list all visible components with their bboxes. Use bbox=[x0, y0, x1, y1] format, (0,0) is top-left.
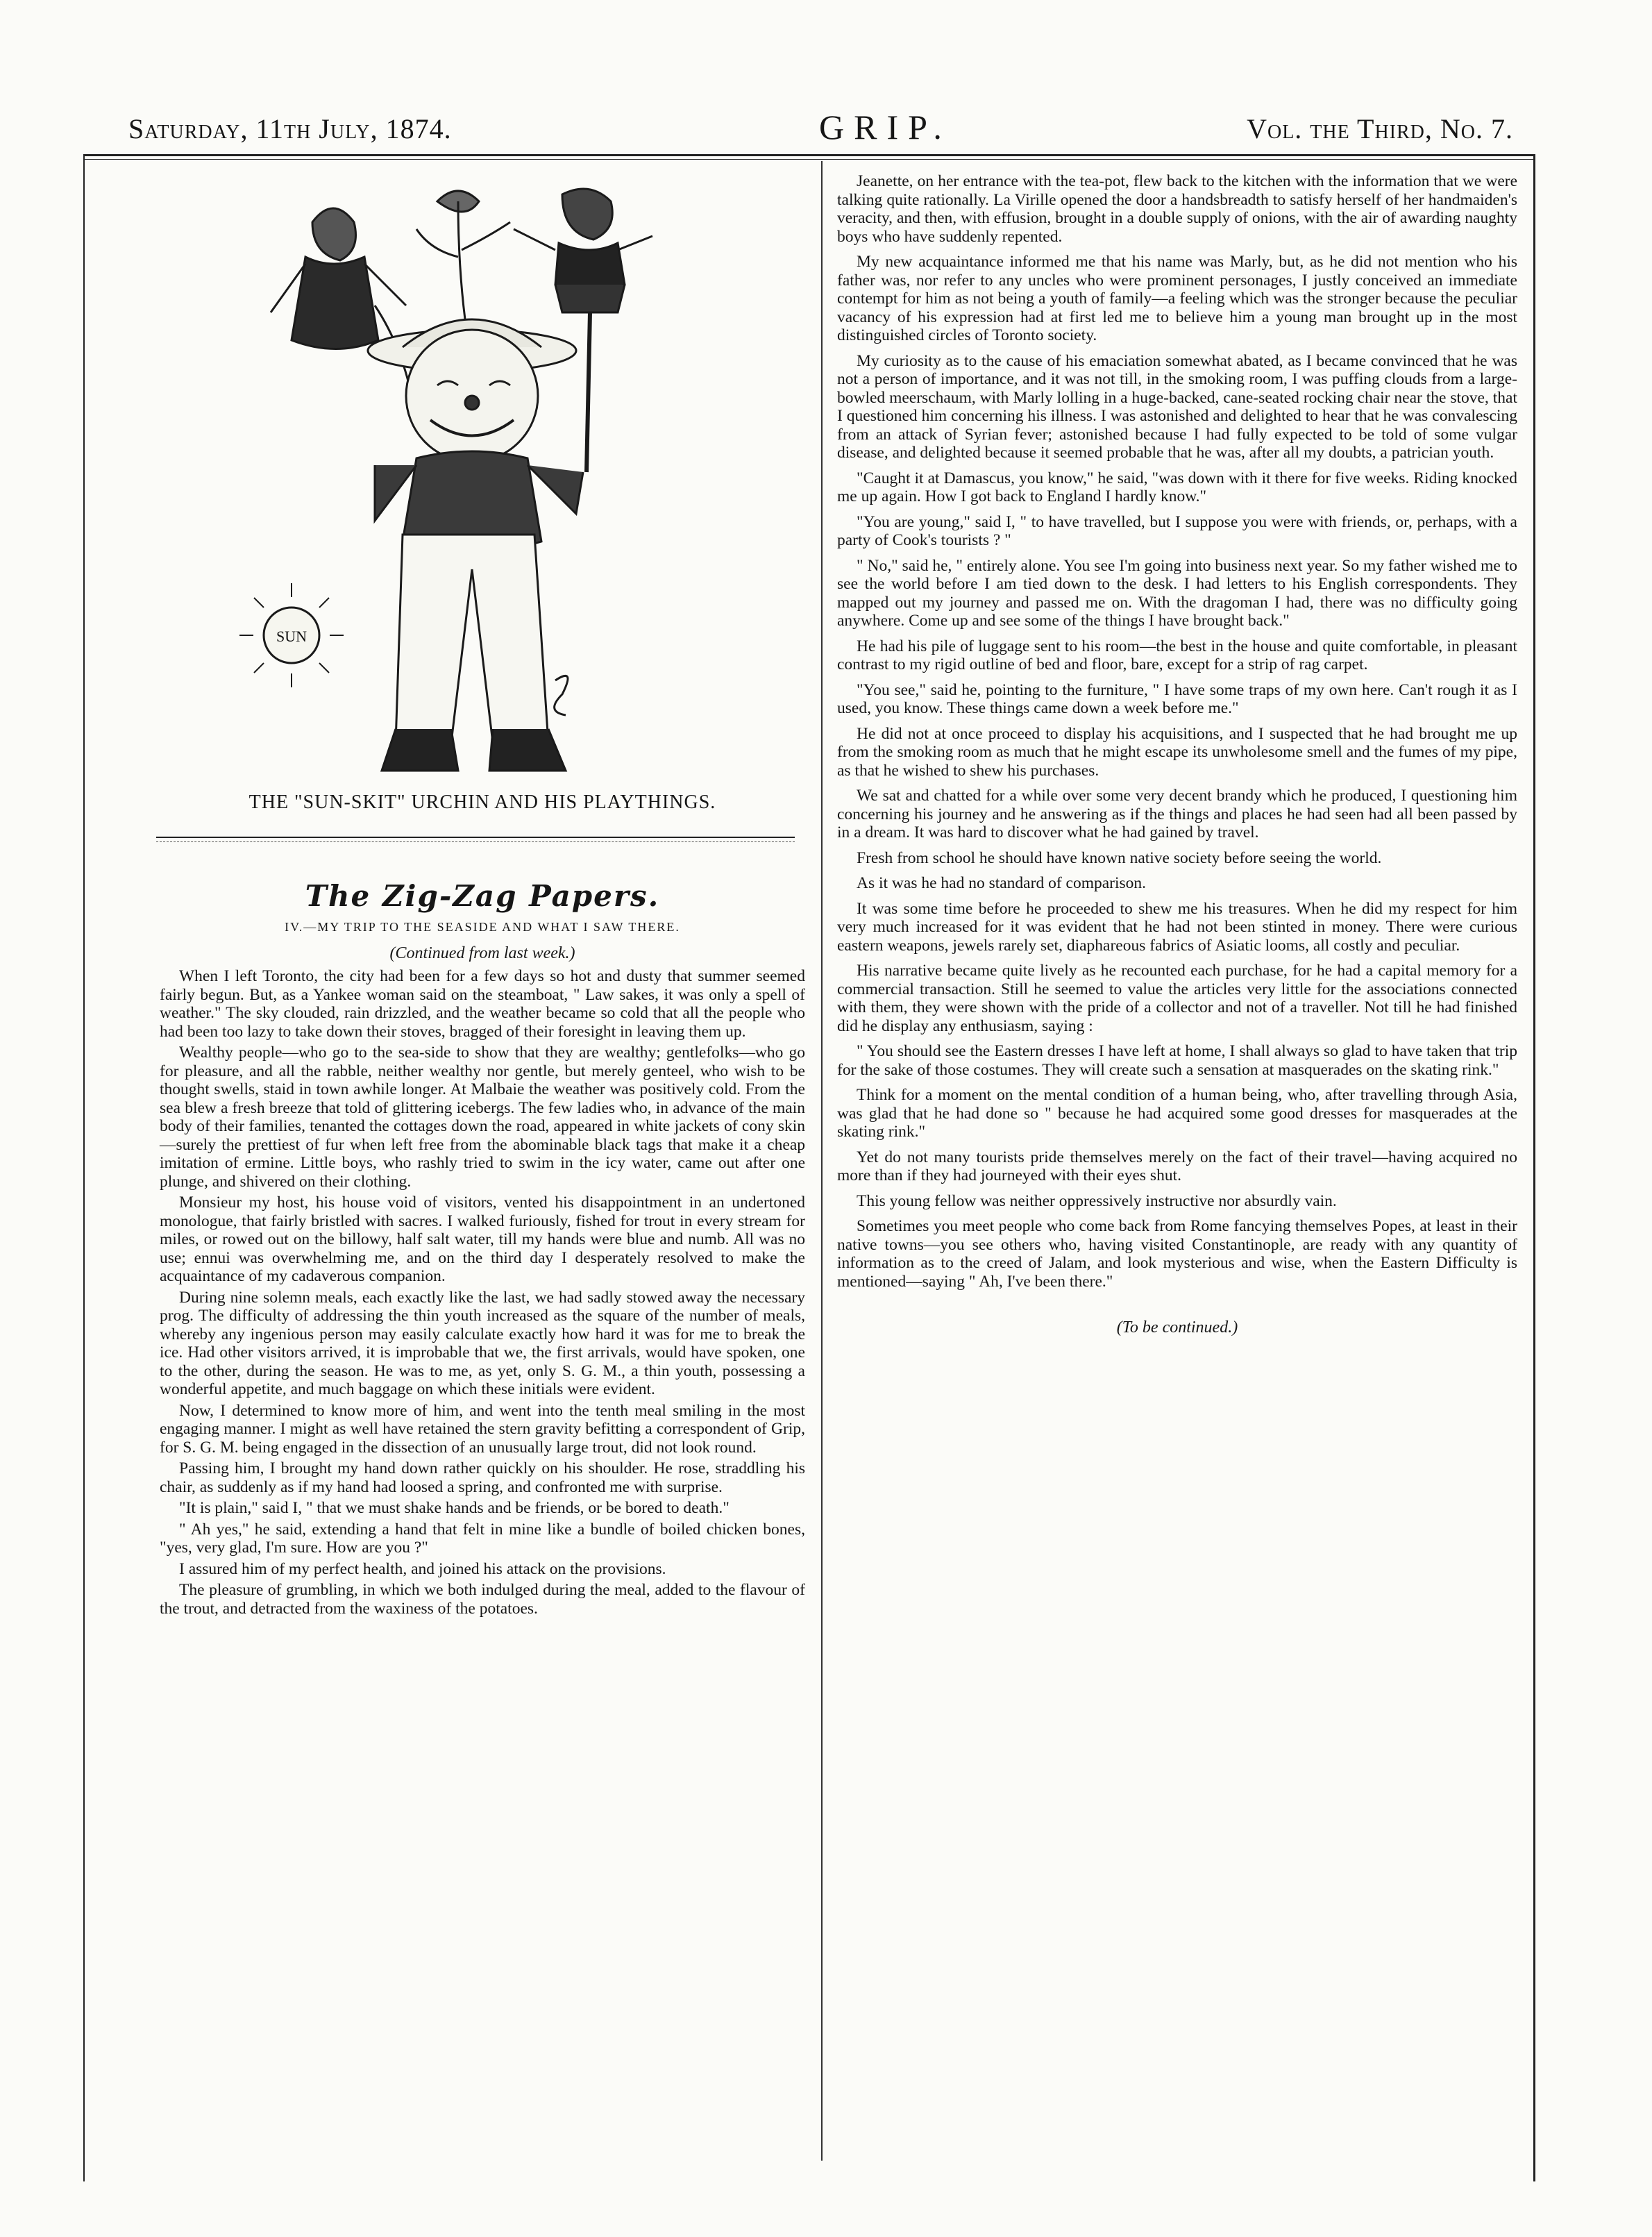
to-be-continued: (To be continued.) bbox=[1116, 1318, 1238, 1337]
paragraph: Sometimes you meet people who come back from Rome fancying themselves Popes, at least in their native towns—you see others who, having visited Constantinople, are ready with any quantity of information as to the creed of Jalam, and look mysterious and wise, when the Eastern Difficulty is mentioned—saying " Ah, I've been there." bbox=[837, 1217, 1517, 1291]
illustration-caption: THE "SUN-SKIT" URCHIN AND HIS PLAYTHINGS. bbox=[248, 791, 716, 813]
masthead-title: GRIP. bbox=[819, 108, 952, 146]
paragraph: It was some time before he proceeded to shew me his treasures. When he did my respect for him very much increased for it was evident that he had not been stinted in money. There were curious eastern weapons, jewels rarely set, diaphareous fabrics of Asiatic looms, all costly and peculiar. bbox=[837, 899, 1517, 955]
paragraph: We sat and chatted for a while over some very decent brandy which he produced, I questioning him concerning his journey and he answering as if the things and places he had seen had all been passed by in a dream. It was hard to discover what he had gained by travel. bbox=[837, 787, 1517, 841]
paragraph: "Caught it at Damascus, you know," he said, "was down with it there for five weeks. Riding knocked me up again. How I got back to England I hardly know." bbox=[837, 469, 1517, 505]
paragraph: "You see," said he, pointing to the furniture, " I have some traps of my own here. Can't rough it as I used, you know. These things came down a week before me." bbox=[837, 680, 1517, 717]
paragraph: The pleasure of grumbling, in which we both indulged during the meal, added to the flavour of the trout, and detracted from the waxiness of the potatoes. bbox=[160, 1581, 805, 1618]
article-subtitle: IV.—MY TRIP TO THE SEASIDE AND WHAT I SAW THERE. bbox=[285, 920, 680, 934]
paragraph: His narrative became quite lively as he recounted each purchase, for he had a capital memory for a commercial transaction. Still he seemed to value the articles very little for the associations connected with them, they were shown with the pride of a collector and not of a traveller. Not till he had finished did he display any enthusiasm, saying : bbox=[837, 962, 1517, 1035]
paragraph: " No," said he, " entirely alone. You see I'm going into business next year. So my father wished me to see the world before I am tied down to the desk. I had letters to his English correspondents. They mapped out my journey and passed me on. With the dragoman I had, there was no difficulty going anywhere. Come up and see some of the things I have brought back." bbox=[837, 556, 1517, 630]
paragraph: "You are young," said I, " to have travelled, but I suppose you were with friends, or, perhaps, with a party of Cook's tourists ? " bbox=[837, 512, 1517, 549]
volume-number: Vol. the Third, No. 7. bbox=[1247, 113, 1513, 144]
article-title: The Zig-Zag Papers. bbox=[305, 879, 660, 913]
article-right-column bbox=[837, 172, 1517, 1337]
page-header bbox=[83, 104, 1541, 160]
paragraph: Wealthy people—who go to the sea-side to show that they are wealthy; gentlefolks—who go for pleasure, and all the rabble, neither wealthy nor gentle, but merely genteel, who wish to be thought swells, staid in town awhile longer. At Malbaie the weather was positively cold. From the sea blew a fresh breeze that told of glittering icebergs. The few ladies who, in advance of the main body of their families, tenanted the cottages down the road, appeared in white jackets of cony skin—surely the prettiest of fur when left free from the abominable black tags that make it a cheap imitation of ermine. Little boys, who rashly tried to swim in the icy water, came out after one plunge, and shivered on their clothing. bbox=[160, 1044, 805, 1191]
paragraph: "It is plain," said I, " that we must shake hands and be friends, or be bored to death." bbox=[179, 1499, 730, 1517]
paragraph: Now, I determined to know more of him, and went into the tenth meal smiling in the most engaging manner. I might as well have retained the stern gravity befitting a correspondent of Grip, for S. G. M. being engaged in the dissection of an unusually large trout, did not look round. bbox=[160, 1401, 805, 1457]
paragraph: Jeanette, on her entrance with the tea-pot, flew back to the kitchen with the information that we were talking quite rationally. La Virille opened the door a handsbreadth to satisfy herself of her handmaiden's veracity, and then, with effusion, brought in a double supply of onions, with the air of awarding naughty boys who have suddenly repented. bbox=[837, 172, 1517, 246]
paragraph: Yet do not many tourists pride themselves merely on the fact of their travel—having acquired no more than if they had journeyed with their eyes shut. bbox=[837, 1148, 1517, 1184]
issue-date: Saturday, 11th July, 1874. bbox=[128, 113, 452, 144]
paragraph: He did not at once proceed to display his acquisitions, and I suspected that he had brought me up from the smoking room as much that he might escape its unwholesome smell and the fumes of my pipe, as that he wished to shew his purchases. bbox=[837, 724, 1517, 780]
caption-rule-dashed bbox=[156, 841, 795, 842]
column-divider bbox=[821, 161, 823, 2161]
paragraph: When I left Toronto, the city had been for a few days so hot and dusty that summer seemed fairly begun. But, as a Yankee woman said on the steamboat, " Law sakes, it was only a spell of weather." The sky clouded, rain drizzled, and the weather became so cold that all the people who had been too lazy to take down their stoves, bragged of their foresight in leaving them up. bbox=[160, 967, 805, 1041]
paragraph: As it was he had no standard of comparison. bbox=[857, 874, 1147, 892]
paragraph: Monsieur my host, his house void of visitors, vented his disappointment in an undertoned monologue, that fairly bristled with sacres. I walked furiously, fished for trout in every stream for miles, or rowed out on the billowy, half salt water, till my hands were blue and numb. All was no use; ennui was overwhelming me, and on the third day I desperately resolved to make the acquaintance of my cadaverous companion. bbox=[160, 1193, 805, 1285]
paragraph: During nine solemn meals, each exactly like the last, we had sadly stowed away the necessary prog. The difficulty of addressing the thin youth increased as the square of the number of meals, whereby any ingenious person may easily calculate exactly how hard it was for me to break the ice. Had other visitors arrived, it is improbable that we, the first arrivals, would have spoken, one to the other, during the season. He was to me, as yet, only S. G. M., a thin youth, possessing a wonderful appetite, and much baggage on which these initials were evident. bbox=[160, 1288, 805, 1398]
article-left-column bbox=[160, 875, 805, 1620]
paragraph: " You should see the Eastern dresses I have left at home, I shall always so glad to have taken that trip for the sake of those costumes. They will create such a sensation at masquerades on the skating rink." bbox=[837, 1042, 1517, 1079]
paragraph: He had his pile of luggage sent to his room—the best in the house and quite comfortable, in pleasant contrast to my rigid outline of bed and floor, bare, except for a strip of rag carpet. bbox=[837, 637, 1517, 673]
paragraph: Passing him, I brought my hand down rather quickly on his shoulder. He rose, straddling his chair, as suddenly as if my hand had loosed a spring, and confronted me with surprise. bbox=[160, 1459, 805, 1496]
continued-note: (Continued from last week.) bbox=[389, 944, 575, 962]
caption-rule bbox=[156, 837, 795, 838]
sun-label: SUN bbox=[276, 628, 307, 645]
paragraph: My new acquaintance informed me that his name was Marly, but, as he did not mention who his father was, nor refer to any uncles who were prominent personages, I justly conceived an immediate contempt for him as not being a youth of family—a feeling which was the stronger because the peculiar vacancy of his expression had at first led me to believe him a young man brought up in the most distinguished circles of Toronto society. bbox=[837, 253, 1517, 344]
paragraph: Fresh from school he should have known native society before seeing the world. bbox=[857, 848, 1382, 867]
paragraph: My curiosity as to the cause of his emaciation somewhat abated, as I became convinced that he was not a person of importance, and it was not till, in the smoking room, I was puffing clouds from a large-bowled meerschaum, with Marly lolling in a huge-backed, cane-seated rocking chair near the stove, that I questioned him concerning his illness. I was astonished and delighted to hear that he was convalescing from an attack of Syrian fever; astonished because I had fully expected to be told of some vulgar disease, and delighted because it seemed probable that he was, after all my doubts, a patrician youth. bbox=[837, 351, 1517, 462]
paragraph: Think for a moment on the mental condition of a human being, who, after travelling through Asia, was glad that he had done so " because he had acquired some good dresses for masquerades at the skating rink." bbox=[837, 1086, 1517, 1141]
paragraph: I assured him of my perfect health, and joined his attack on the provisions. bbox=[179, 1559, 666, 1578]
paragraph: " Ah yes," he said, extending a hand that felt in mine like a bundle of boiled chicken bones, "yes, very glad, I'm sure. How are you ?" bbox=[160, 1520, 805, 1557]
sun-skit-urchin-illustration bbox=[229, 174, 770, 802]
paragraph: This young fellow was neither oppressively instructive nor absurdly vain. bbox=[857, 1191, 1337, 1210]
